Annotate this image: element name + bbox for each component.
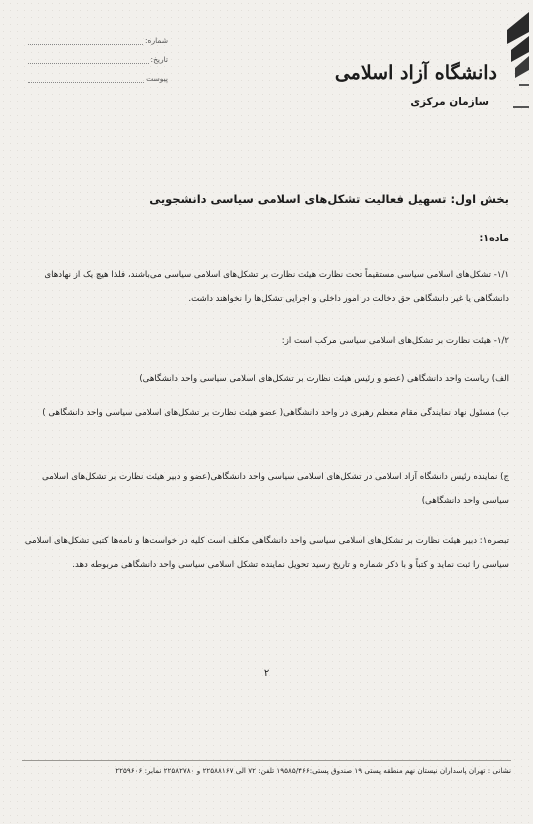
date-label: تاریخ: — [150, 55, 168, 64]
paragraph-1-2: ۱/۲- هیئت نظارت بر تشکل‌های اسلامی سیاسی مرکب است از: — [281, 336, 509, 346]
paragraph-be: ب) مسئول نهاد نمایندگی مقام معظم رهبری در واحد دانشگاهی( عضو هیئت نظارت بر تشکل‌های اسلامی سیاسی واحد دانشگاهی ) — [42, 408, 509, 418]
dotted-line — [28, 54, 149, 64]
date-field — [28, 45, 168, 64]
letter-meta-fields — [28, 26, 168, 83]
paragraph-alef: الف) ریاست واحد دانشگاهی (عضو و رئیس هیئت نظارت بر تشکل‌های اسلامی سیاسی واحد دانشگاهی) — [139, 374, 509, 384]
footer-divider — [22, 760, 511, 761]
number-label: شماره: — [145, 36, 168, 45]
footer-address: نشانی : تهران پاسداران نیستان نهم منطقه پستی ۱۹ صندوق پستی:۱۹۵۸۵/۴۶۶ تلفن: ۷۲ الی ۲۲۵۸۸۱۶۷ و ۲۲۵۸۲۷۸۰ نمابر: ۲۲۵۹۶۰۶ — [115, 766, 511, 775]
university-logo-icon — [499, 10, 529, 110]
attachment-field — [28, 64, 168, 83]
university-name: دانشگاه آزاد اسلامی — [334, 62, 497, 84]
dotted-line — [28, 35, 143, 45]
paragraph-1-1: ۱/۱- تشکل‌های اسلامی سیاسی مستقیماً تحت نظارت هیئت نظارت بر تشکل‌های اسلامی سیاسی می‌باشند، فلذا هیچ یک از نهادهای دانشگاهی یا غیر دانشگاهی حق دخالت در امور داخلی و اجرایی تشکل‌ها را نخواهند داشت. — [44, 270, 509, 304]
organization-name: سازمان مرکزی — [410, 96, 489, 108]
paragraph-jim: ج) نماینده رئیس دانشگاه آزاد اسلامی در تشکل‌های اسلامی سیاسی واحد دانشگاهی(عضو و دبیر هیئت نظارت بر تشکل‌های اسلامی سیاسی واحد دانشگاهی) — [42, 472, 509, 506]
section-title: بخش اول: تسهیل فعالیت تشکل‌های اسلامی سیاسی دانشجویی — [149, 192, 509, 206]
page-number: ۲ — [263, 668, 270, 679]
number-field — [28, 26, 168, 45]
paragraph-note-1: تبصره۱: دبیر هیئت نظارت بر تشکل‌های اسلامی سیاسی واحد دانشگاهی مکلف است کلیه در خواست‌ها و نامه‌ها کتبی تشکل‌های اسلامی سیاسی را ثبت نماید و کتباً و با ذکر شماره و تاریخ رسید تحویل نماینده تشکل اسلامی سیاسی واحد دانشگاهی مربوطه دهد. — [24, 536, 509, 570]
attachment-label: پیوست — [146, 74, 168, 83]
dotted-line — [28, 73, 144, 83]
article-label: ماده۱: — [479, 233, 509, 244]
